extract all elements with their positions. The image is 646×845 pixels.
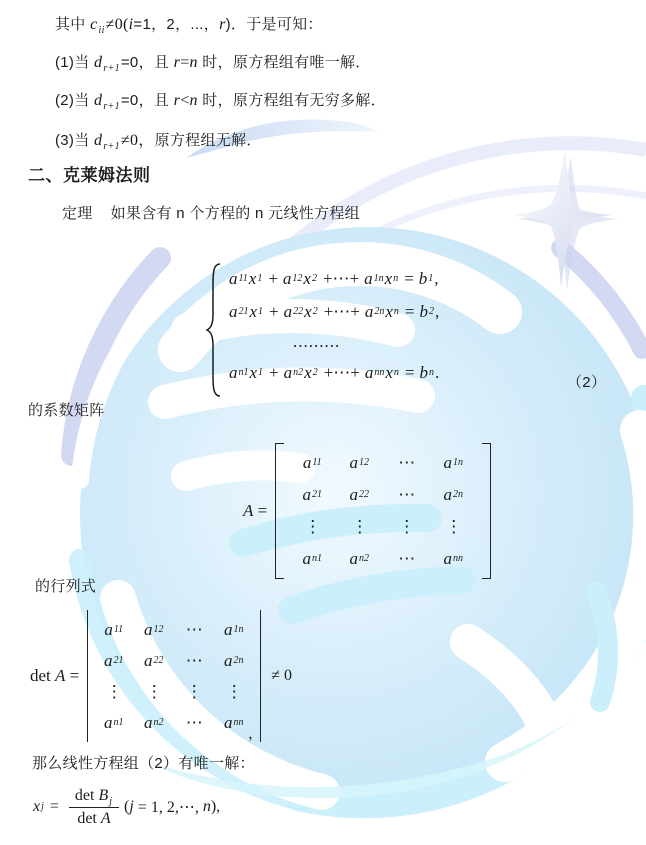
system-row-3: a n1 x 1 + a n2 x 2 +⋯+ a nn x n = b n .	[229, 362, 440, 382]
equals-op: =	[404, 268, 414, 288]
det-label: det	[77, 809, 97, 827]
theorem-line	[62, 202, 360, 223]
intro-line-2	[55, 51, 371, 72]
theorem-text: 如果含有 n 个方程的 n 元线性方程组	[110, 205, 360, 222]
math-op: <	[180, 92, 190, 109]
plus-dots-op: +⋯+	[323, 362, 360, 382]
text: (1)当	[55, 54, 95, 71]
math-var: a	[364, 268, 373, 288]
det-lhs	[30, 666, 79, 686]
math-var: a	[104, 650, 113, 670]
equals-op: =	[404, 362, 415, 382]
math-op: ≠0，	[120, 132, 155, 149]
vdots: ⋮	[105, 681, 123, 701]
intro-line-4	[55, 127, 262, 150]
text: (2)当	[55, 92, 95, 109]
math-var: a	[349, 549, 358, 568]
fraction-numerator	[69, 787, 119, 808]
cdots: ⋯	[185, 712, 203, 732]
vdots: ⋮	[225, 681, 243, 701]
matrix-cell: a 12	[349, 453, 369, 472]
paren-close: ),	[210, 798, 221, 815]
vdots: ⋮	[185, 681, 203, 701]
det-cell	[174, 707, 214, 738]
equation-system	[205, 262, 439, 389]
matrix-cell: a 1n	[443, 453, 463, 472]
math-var: a	[283, 301, 293, 321]
math-var: a	[224, 650, 233, 670]
det-cell	[134, 676, 174, 707]
det-cell	[174, 676, 214, 707]
math-var: d	[94, 54, 103, 71]
math-var: i	[128, 16, 134, 33]
vdots: ⋮	[304, 517, 322, 536]
matrix-cell	[383, 543, 430, 575]
math-var: b	[419, 301, 429, 321]
text: 时，原方程组有唯一解．	[197, 54, 371, 71]
math-var: x	[384, 268, 393, 288]
math-var: a	[283, 362, 293, 382]
det-cell: a 21	[104, 650, 124, 670]
matrix-cell: a nn	[443, 549, 463, 568]
det-cell: a 2n	[224, 650, 244, 670]
det-label: det	[30, 666, 51, 685]
det-cell: a 1n	[224, 619, 244, 639]
math-var: a	[224, 712, 233, 732]
matrix-grid	[284, 443, 482, 579]
determinant-block	[30, 610, 292, 742]
punct: ,	[434, 268, 439, 288]
math-var: n	[202, 798, 211, 815]
left-curly-brace-icon	[205, 262, 223, 398]
math-var: x	[303, 268, 311, 288]
math-var: a	[104, 712, 113, 732]
math-sub: r+1	[103, 63, 120, 74]
math-var: a	[364, 362, 374, 382]
matrix-cell	[430, 511, 477, 543]
math-var: a	[302, 549, 311, 568]
vdots: ⋮	[145, 681, 163, 701]
plus-op: +	[269, 362, 279, 382]
equals-op: =	[404, 301, 415, 321]
math-var: x	[385, 301, 393, 321]
determinant-grid	[91, 610, 257, 742]
math-var: n	[189, 54, 198, 71]
math-var: a	[349, 485, 358, 504]
math-var: a	[104, 619, 113, 639]
math-var: j	[129, 798, 134, 815]
matrix-cell: a 22	[349, 485, 369, 504]
math-var: a	[302, 453, 312, 472]
theorem-label: 定理	[62, 205, 93, 222]
math-var: x	[248, 268, 257, 288]
cdots: ⋯	[185, 650, 203, 670]
math-var: x	[249, 362, 258, 382]
text: (3)当	[55, 132, 95, 149]
system-dots-row: .........	[293, 332, 341, 351]
matrix-cell	[383, 479, 430, 511]
intro-line-1	[55, 13, 323, 34]
math-sub: j	[109, 795, 113, 807]
fraction	[69, 787, 119, 828]
det-cell: a 12	[144, 619, 164, 639]
text: 其中	[55, 16, 91, 33]
intro-line-3	[55, 89, 386, 110]
math-var: x	[304, 362, 312, 382]
det-cell: a nn	[224, 712, 244, 732]
vdots: ⋮	[351, 517, 369, 536]
math-var: a	[229, 362, 238, 382]
equals-op: =	[69, 666, 80, 685]
math-var: x	[304, 301, 312, 321]
right-bracket	[482, 443, 491, 579]
math-var: b	[419, 362, 429, 382]
conclusion-line: 那么线性方程组（2）有唯一解：	[32, 755, 255, 772]
punct: .	[435, 362, 440, 382]
plus-dots-op: +⋯+	[323, 301, 360, 321]
cdots: ⋯	[398, 549, 416, 568]
equals-op: =	[257, 501, 268, 520]
text: )．于是可知：	[225, 16, 323, 33]
system-row-2: a 21 x 1 + a 22 x 2 +⋯+ a 2n x n = b 2 ,	[229, 301, 440, 321]
system-row-1: a 11 x 1 + a 12 x 2 +⋯+ a 1n x n = b 1 ,	[229, 268, 439, 288]
math-op: =	[180, 54, 190, 71]
math-var: a	[224, 619, 233, 639]
text: =0，且	[120, 92, 174, 109]
left-bracket	[275, 443, 284, 579]
det-cell: a n1	[104, 712, 124, 732]
math-op: ≠0(	[105, 16, 129, 33]
math-var: B	[98, 786, 109, 804]
text: 原方程组无解．	[154, 132, 262, 149]
section-heading: 二、克莱姆法则	[28, 166, 151, 185]
matrix-cell: a n2	[349, 549, 369, 568]
math-var: a	[144, 712, 153, 732]
math-var: a	[443, 549, 452, 568]
matrix-cell	[383, 447, 430, 479]
math-var: A	[55, 666, 66, 685]
math-sub: r+1	[103, 101, 120, 112]
math-var: a	[229, 268, 238, 288]
punct: ,	[435, 301, 440, 321]
matrix-cell	[289, 511, 336, 543]
math-var: r	[219, 16, 226, 33]
math-var: a	[302, 485, 311, 504]
math-var: a	[443, 485, 452, 504]
text: =1，2，...，	[133, 16, 220, 33]
cdots: ⋯	[185, 619, 203, 639]
system-rows	[229, 262, 439, 389]
fraction-denominator	[77, 808, 110, 828]
neq-zero: ≠ 0	[271, 667, 293, 684]
math-var: A	[100, 809, 111, 827]
math-var: b	[418, 268, 428, 288]
math-var: a	[443, 453, 452, 472]
solution-formula: x j = $\frac{\det B_j}{\text{det A}}$ ( j = 1, 2,⋯, n ),	[33, 786, 221, 827]
det-cell	[214, 676, 254, 707]
math-sub: ii	[98, 25, 105, 36]
text: 时，原方程组有无穷多解．	[197, 92, 386, 109]
math-var: A	[243, 501, 254, 520]
det-label: det	[74, 786, 95, 804]
coeff-caption: 的系数矩阵	[28, 402, 105, 419]
tail-mid: = 1, 2,⋯,	[137, 799, 199, 816]
math-var: n	[189, 92, 198, 109]
math-var: a	[282, 268, 292, 288]
math-var: x	[385, 362, 393, 382]
trailing-comma: ，	[248, 725, 264, 742]
det-cell: a 22	[144, 650, 164, 670]
math-var: r	[173, 54, 181, 71]
det-cell	[174, 614, 214, 645]
matrix-cell: a 2n	[443, 485, 463, 504]
matrix-cell: a 11	[302, 453, 322, 472]
cdots: ⋯	[398, 485, 416, 504]
matrix-lhs	[243, 501, 267, 521]
equation-label: （2）	[567, 374, 607, 391]
matrix-a-block	[243, 443, 491, 579]
math-var: d	[94, 92, 103, 109]
matrix-cell: a n1	[302, 549, 322, 568]
math-sub: r+1	[103, 141, 120, 152]
math-var: a	[144, 650, 153, 670]
det-caption: 的行列式	[35, 578, 97, 595]
matrix-cell: a 21	[302, 485, 322, 504]
math-var: a	[144, 619, 153, 639]
det-cell	[174, 645, 214, 676]
paren-open: (	[124, 798, 130, 815]
det-cell: a 11	[104, 619, 124, 639]
plus-op: +	[268, 268, 278, 288]
math-var: a	[349, 453, 358, 472]
math-var: x	[249, 301, 258, 321]
det-cell: a n2	[144, 712, 164, 732]
det-cell	[94, 676, 134, 707]
math-var: c	[90, 16, 98, 33]
vdots: ⋮	[398, 517, 416, 536]
math-var: a	[229, 301, 238, 321]
text: =0，且	[120, 54, 174, 71]
plus-op: +	[269, 301, 279, 321]
matrix-cell	[336, 511, 383, 543]
math-var: d	[94, 132, 103, 149]
math-var: a	[364, 301, 374, 321]
plus-dots-op: +⋯+	[322, 268, 360, 288]
math-var: r	[173, 92, 181, 109]
vdots: ⋮	[445, 517, 463, 536]
equals-op: =	[49, 798, 59, 815]
cdots: ⋯	[398, 453, 416, 472]
math-var: x	[33, 798, 41, 815]
matrix-cell	[383, 511, 430, 543]
